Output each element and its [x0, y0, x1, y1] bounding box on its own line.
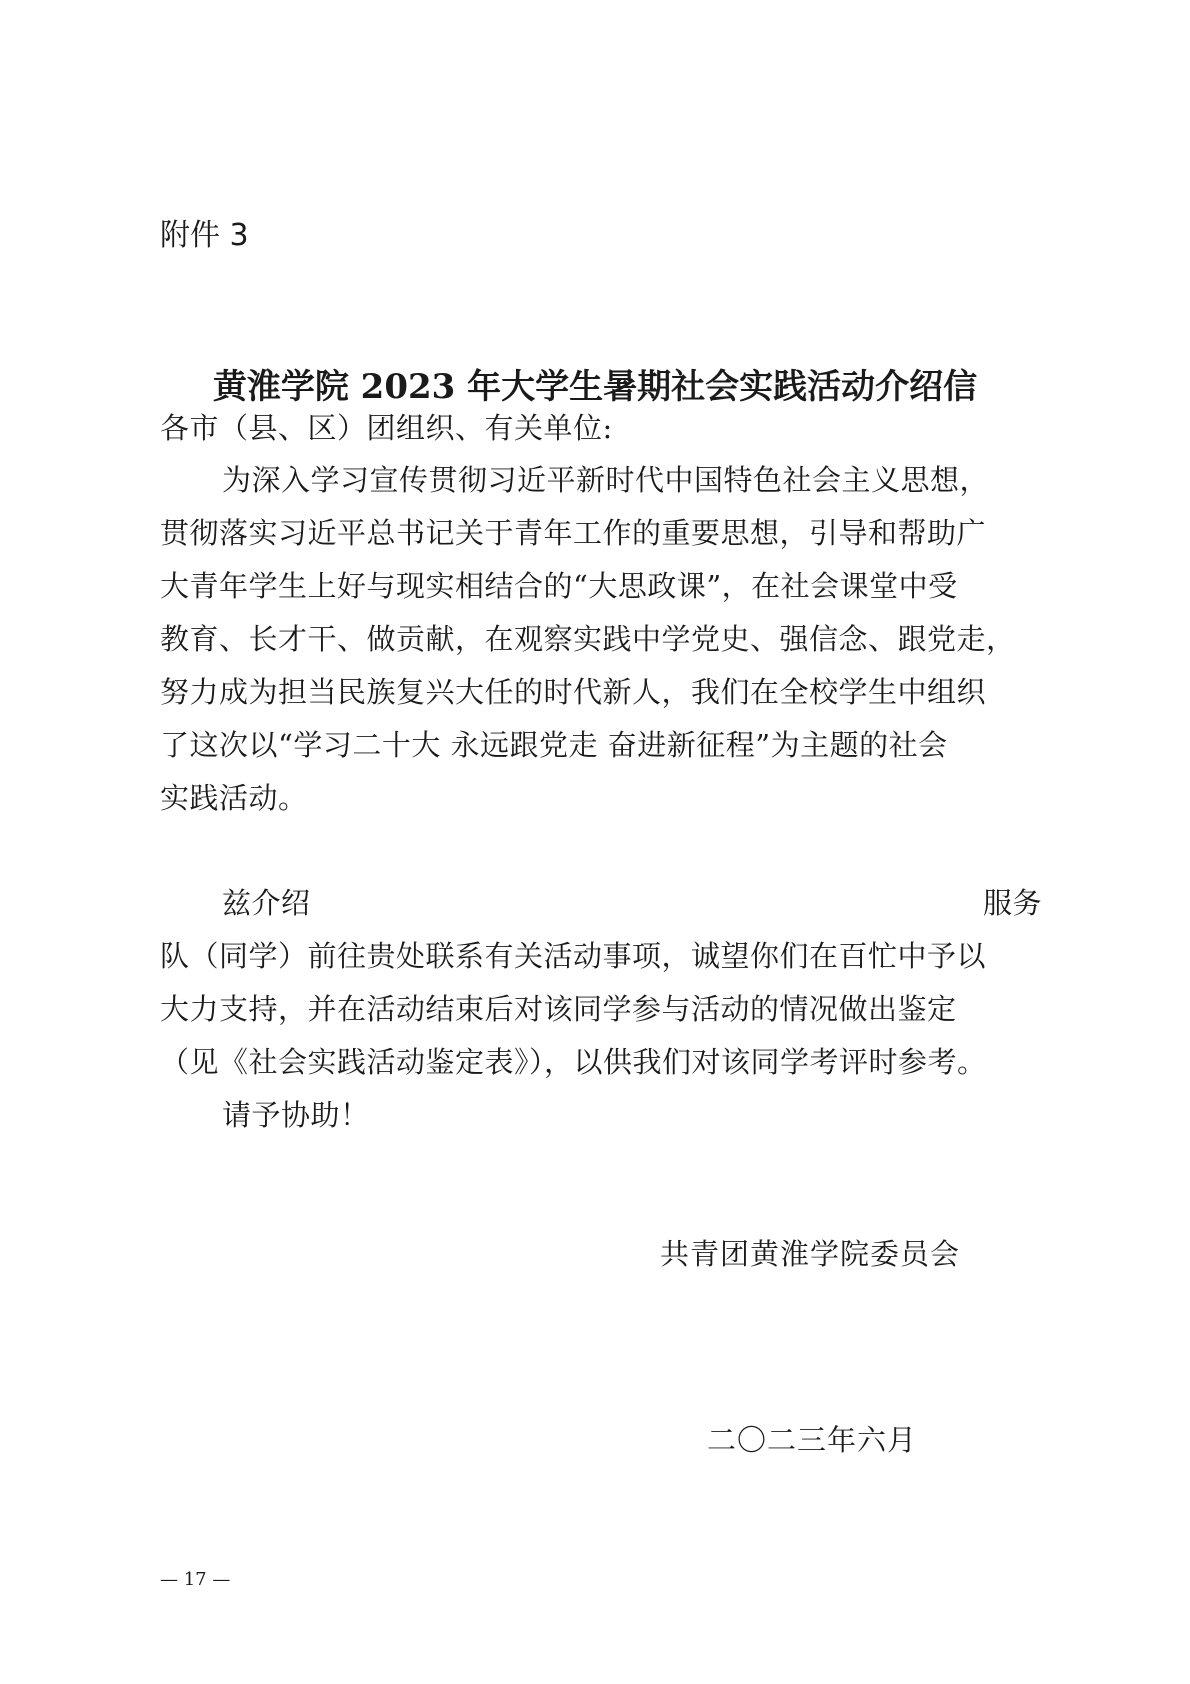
paragraph1-line: 贯彻落实习近平总书记关于青年工作的重要思想，引导和帮助广: [160, 516, 987, 550]
paragraph1-line: 教育、长才干、做贡献，在观察实践中学党史、强信念、跟党走，: [160, 622, 1016, 656]
paragraph1-line: 大青年学生上好与现实相结合的“大思政课”，在社会课堂中受: [160, 569, 958, 603]
date: 二〇二三年六月: [707, 1423, 918, 1457]
closing-line: 请予协助！: [222, 1098, 370, 1132]
attachment-label: 附件 3: [160, 218, 249, 253]
fill-in-left-text: 兹介绍: [222, 886, 311, 920]
page-number: — 17 —: [160, 1569, 231, 1590]
signature: 共青团黄淮学院委员会: [660, 1237, 961, 1271]
document-title: 黄淮学院 2023 年大学生暑期社会实践活动介绍信: [212, 367, 978, 407]
paragraph2-line: 队（同学）前往贵处联系有关活动事项，诚望你们在百忙中予以: [160, 939, 987, 973]
paragraph2-line: （见《社会实践活动鉴定表》），以供我们对该同学考评时参考。: [160, 1045, 987, 1079]
salutation: 各市（县、区）团组织、有关单位:: [160, 411, 613, 445]
paragraph2-line: 大力支持，并在活动结束后对该同学参与活动的情况做出鉴定: [160, 992, 957, 1026]
paragraph1-line: 努力成为担当民族复兴大任的时代新人，我们在全校学生中组织: [160, 675, 987, 709]
paragraph1-line: 为深入学习宣传贯彻习近平新时代中国特色社会主义思想，: [222, 463, 990, 497]
fill-in-right-text: 服务: [982, 886, 1042, 920]
paragraph1-line: 实践活动。: [160, 781, 308, 815]
paragraph1-line: 了这次以“学习二十大 永远跟党走 奋进新征程”为主题的社会: [160, 728, 948, 762]
